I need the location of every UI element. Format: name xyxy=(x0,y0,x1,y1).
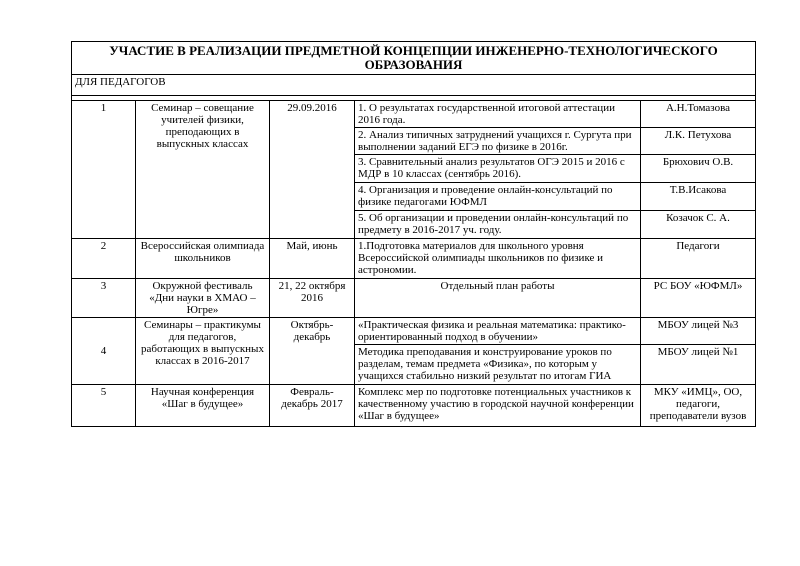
topic-cell: 5. Об организации и проведении онлайн-консультаций по предмету в 2016-2017 уч. году. xyxy=(355,211,641,239)
table-row xyxy=(72,318,756,345)
event-name: Семинар – совещание учителей физики, преподающих в выпускных классах xyxy=(136,101,270,239)
topic-cell: 2. Анализ типичных затруднений учащихся г. Сургута при выполнении заданий ЕГЭ по физике в 2016г. xyxy=(355,128,641,155)
section-row xyxy=(72,75,756,96)
event-name: Окружной фестиваль «Дни науки в ХМАО – Югре» xyxy=(136,279,270,318)
row-number: 5 xyxy=(72,385,136,427)
responsible-cell: Педагоги xyxy=(641,239,756,279)
event-date: Октябрь-декабрь xyxy=(270,318,355,385)
responsible-cell: МБОУ лицей №3 xyxy=(641,318,756,345)
table-row xyxy=(72,279,756,318)
section-heading: ДЛЯ ПЕДАГОГОВ xyxy=(72,75,756,96)
row-number: 2 xyxy=(72,239,136,279)
topic-cell: Отдельный план работы xyxy=(355,279,641,318)
responsible-cell: РС БОУ «ЮФМЛ» xyxy=(641,279,756,318)
event-date: 29.09.2016 xyxy=(270,101,355,239)
event-date: Февраль-декабрь 2017 xyxy=(270,385,355,427)
row-number: 1 xyxy=(72,101,136,239)
topic-cell: Комплекс мер по подготовке потенциальных участников к качественному участию в городской научной конференции «Шаг в будущее» xyxy=(355,385,641,427)
document-title: УЧАСТИЕ В РЕАЛИЗАЦИИ ПРЕДМЕТНОЙ КОНЦЕПЦИИ ИНЖЕНЕРНО-ТЕХНОЛОГИЧЕСКОГО ОБРАЗОВАНИЯ xyxy=(72,42,756,75)
event-date: Май, июнь xyxy=(270,239,355,279)
topic-cell: 4. Организация и проведение онлайн-консультаций по физике педагогами ЮФМЛ xyxy=(355,183,641,211)
responsible-cell: МКУ «ИМЦ», ОО, педагоги, преподаватели вузов xyxy=(641,385,756,427)
table-row xyxy=(72,385,756,427)
plan-table xyxy=(71,41,756,427)
event-name: Семинары – практикумы для педагогов, работающих в выпускных классах в 2016-2017 xyxy=(136,318,270,385)
responsible-cell: Т.В.Исакова xyxy=(641,183,756,211)
event-name: Всероссийская олимпиада школьников xyxy=(136,239,270,279)
table-row xyxy=(72,101,756,128)
responsible-cell: МБОУ лицей №1 xyxy=(641,345,756,385)
responsible-cell: Брюхович О.В. xyxy=(641,155,756,183)
topic-cell: «Практическая физика и реальная математика: практико-ориентированный подход в обучении» xyxy=(355,318,641,345)
responsible-cell: Л.К. Петухова xyxy=(641,128,756,155)
title-row xyxy=(72,42,756,75)
topic-cell: 3. Сравнительный анализ результатов ОГЭ 2015 и 2016 с МДР в 10 классах (сентябрь 2016). xyxy=(355,155,641,183)
topic-cell: 1.Подготовка материалов для школьного уровня Всероссийской олимпиады школьников по физике и астрономии. xyxy=(355,239,641,279)
row-number: 4 xyxy=(72,318,136,385)
event-date: 21, 22 октября 2016 xyxy=(270,279,355,318)
row-number: 3 xyxy=(72,279,136,318)
responsible-cell: А.Н.Томазова xyxy=(641,101,756,128)
topic-cell: 1. О результатах государственной итоговой аттестации 2016 года. xyxy=(355,101,641,128)
topic-cell: Методика преподавания и конструирование уроков по разделам, темам предмета «Физика», по которым у учащихся стабильно низкий результат по итогам ГИА xyxy=(355,345,641,385)
event-name: Научная конференция «Шаг в будущее» xyxy=(136,385,270,427)
responsible-cell: Козачок С. А. xyxy=(641,211,756,239)
table-row xyxy=(72,239,756,279)
